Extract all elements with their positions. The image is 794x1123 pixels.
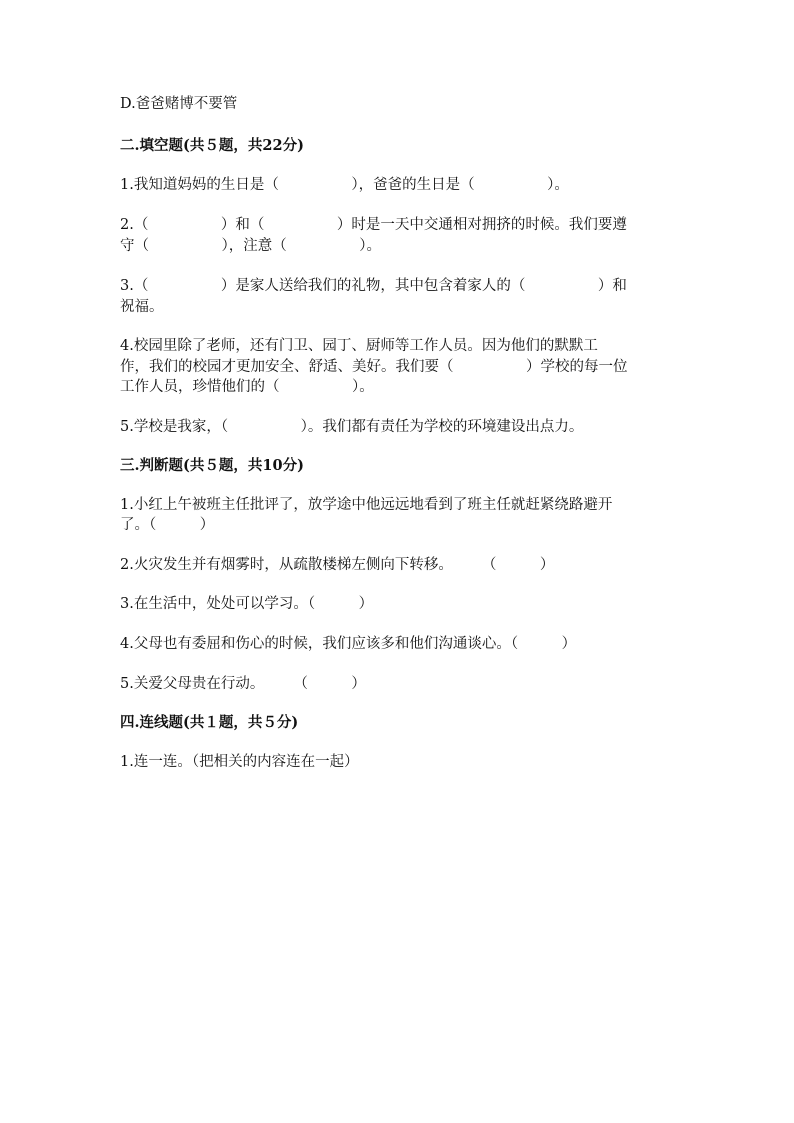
judge-q1-line1: 1.小红上午被班主任批评了，放学途中他远远地看到了班主任就赶紧绕路避开 [120,497,613,513]
judge-q4: 4.父母也有委屈和伤心的时候，我们应该多和他们沟通谈心。（ ） [120,636,577,652]
fill-q3-line1: 3.（ ）是家人送给我们的礼物，其中包含着家人的（ ）和 [120,278,627,294]
fill-q5: 5.学校是我家，（ ）。我们都有责任为学校的环境建设出点力。 [120,419,584,435]
option-d: D.爸爸赌博不要管 [120,96,238,112]
judge-q5: 5.关爱父母贵在行动。 （ ） [120,676,366,692]
judge-q1-line2: 了。（ ） [120,517,215,533]
section-judgement-heading: 三.判断题(共５题，共10分) [120,457,304,474]
fill-q2-line1: 2.（ ）和（ ）时是一天中交通相对拥挤的时候。我们要遵 [120,217,627,233]
judge-q3: 3.在生活中，处处可以学习。（ ） [120,596,374,612]
fill-q4-line3: 工作人员，珍惜他们的（ ）。 [120,379,374,395]
fill-q4-line2: 作，我们的校园才更加安全、舒适、美好。我们要（ ）学校的每一位 [120,359,628,375]
fill-q1: 1.我知道妈妈的生日是（ ），爸爸的生日是（ ）。 [120,177,569,193]
judge-q2: 2.火灾发生并有烟雾时，从疏散楼梯左侧向下转移。 （ ） [120,557,555,573]
section-fill-blank-heading: 二.填空题(共５题，共22分) [120,137,304,154]
fill-q3-line2: 祝福。 [120,299,164,315]
fill-q2-line2: 守（ ），注意（ ）。 [120,238,381,254]
section-matching-heading: 四.连线题(共１题，共５分) [120,714,299,731]
matching-q1: 1.连一连。（把相关的内容连在一起） [120,754,359,770]
fill-q4-line1: 4.校园里除了老师，还有门卫、园丁、厨师等工作人员。因为他们的默默工 [120,338,598,354]
